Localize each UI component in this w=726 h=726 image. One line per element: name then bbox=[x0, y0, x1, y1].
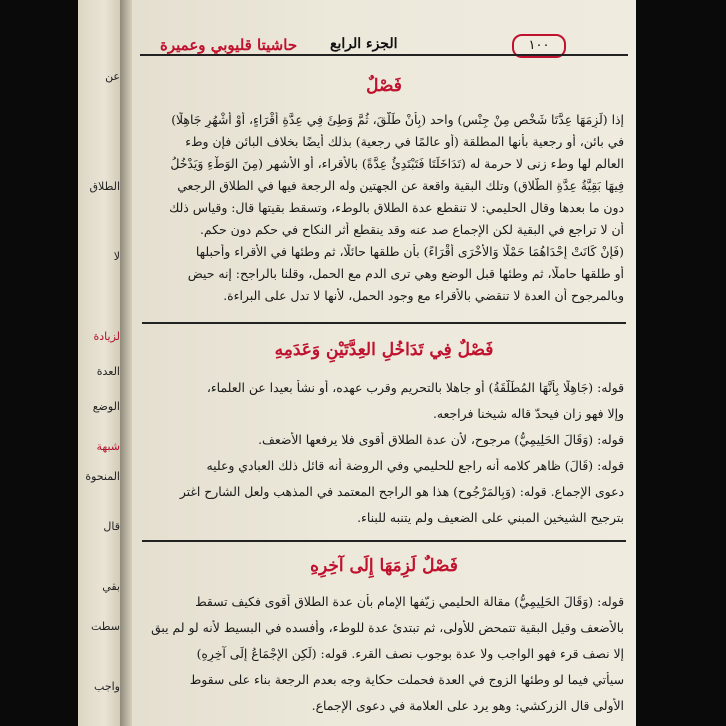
text-line: إذا (لَزِمَهَا عِدَّتَا شَخْصٍ مِنْ جِنْسٍ) واحد (بِأَنْ طَلَّقَ، ثُمَّ وَطِئَ فِي عِدَّةِ أَقْرَاءٍ، أَوْ أَشْهُرٍ جَاهِلًا) bbox=[171, 112, 624, 127]
section-heading bbox=[132, 76, 636, 96]
section-heading-text: فَصْلٌ bbox=[366, 76, 402, 96]
margin-fragment: لزيادة bbox=[93, 330, 120, 343]
margin-fragment: المنحوة bbox=[85, 470, 120, 483]
page-header bbox=[140, 34, 628, 62]
book-title: حاشيتا قليوبي وعميرة bbox=[160, 36, 298, 54]
margin-fragment: لا bbox=[113, 250, 120, 263]
section-divider bbox=[142, 540, 626, 542]
book-page bbox=[132, 0, 636, 726]
text-line: وإلا فهو زان فيحدّ قاله شيخنا فراجعه. bbox=[432, 406, 624, 421]
text-line: قوله: (وَقَالَ الحَلِيمِيُّ) مقالة الحليمي زيّفها الإمام بأن عدة الطلاق أقوى فكيف تسقط bbox=[195, 594, 624, 609]
margin-fragment: الطلاق bbox=[89, 180, 120, 193]
text-line: دون ما بعدها وقال الحليمي: لا تنقطع عدة الطلاق بالوطء، وتسقط بقيتها قال: وقياس ذلك bbox=[169, 200, 624, 215]
background-edge bbox=[636, 0, 726, 726]
margin-fragment: عن bbox=[105, 70, 120, 83]
facing-left-page bbox=[78, 0, 122, 726]
section-divider bbox=[142, 322, 626, 324]
text-line: قوله: (قَالَ) ظاهر كلامه أنه راجع للحليمي وفي الروضة أنه قائل ذلك العبادي وعليه bbox=[206, 458, 624, 473]
text-line: أو طلقها حاملًا، ثم وطئها قبل الوضع وهي ترى الدم مع الحمل، وقلنا بالراجح: إنه حيض bbox=[187, 266, 624, 281]
margin-fragment: شبهة bbox=[96, 440, 120, 453]
text-line: بترجيح الشيخين المبني على الضعيف ولم يتنبه للبناء. bbox=[357, 510, 624, 525]
text-line: بالأضعف وقيل البقية تتمحض للأولى، ثم تبتدئ عدة للوطء، وأفسده في البسيط لأنه لو لم يبق bbox=[151, 620, 624, 635]
margin-fragment: واجب bbox=[94, 680, 120, 693]
text-line: دعوى الإجماع. قوله: (وَبِالمَرْجُوحِ) هذا هو الراجح المعتمد في المذهب ولعل الشارح اغتر bbox=[179, 484, 624, 499]
text-line: فِيهَا بَقِيَّةُ عِدَّةِ الطَّلاقِ) وتلك البقية واقعة عن الجهتين وله الرجعة فيها في الطلاق الرجعي bbox=[177, 178, 624, 193]
margin-fragment: قال bbox=[103, 520, 120, 533]
text-line: في بائن، أو رجعية بأنها المطلقة (أو عالمًا في رجعية) بذلك أيضًا بخلاف البائن فإن وطء bbox=[185, 134, 624, 149]
margin-fragment: سطت bbox=[90, 620, 120, 633]
section-heading bbox=[132, 340, 636, 360]
text-line: وبالمرجوح أن العدة لا تنقضي بالأقراء مع وجود الحمل، لأنها لا تدل على البراءة. bbox=[223, 288, 624, 303]
text-line: سيأتي فيما لو وطئها الزوج في العدة فحملت حكاية وجه بعدم الرجعة بناء على سقوط bbox=[189, 672, 624, 687]
margin-fragment: الوضع bbox=[92, 400, 120, 413]
text-line: أن لا تراجع في البقية لكن الإجماع صد عنه وقد ينقطع أثر النكاح في حكم دون حكم. bbox=[199, 222, 624, 237]
text-line: إلا نصف قرء فهو الواجب ولا عدة بوجوب نصف القرء. قوله: (لَكِنِ الإِجْمَاعُ إِلَى آخِرِهِ) bbox=[196, 646, 624, 661]
volume-label: الجزء الرابع bbox=[330, 36, 398, 52]
text-line: العالم لها وطء زنى لا حرمة له (تَدَاخَلَتَا فَتَبْتَدِئُ عِدَّةً) بالأقراء، أو الأشهر (مِنَ الوَطْءِ وَيَدْخُلُ bbox=[170, 156, 624, 171]
page-number: ١٠٠ bbox=[512, 34, 566, 58]
margin-fragment: بقي bbox=[102, 580, 120, 593]
section-heading bbox=[132, 556, 636, 576]
text-line: قوله: (وَقَالَ الحَلِيمِيُّ) مرجوح، لأن عدة الطلاق أقوى فلا يرفعها الأضعف. bbox=[258, 432, 624, 447]
margin-fragment: العدة bbox=[96, 365, 120, 378]
section-heading-text: فَصْلٌ فِي تَدَاخُلِ العِدَّتَيْنِ وَعَدَمِهِ bbox=[274, 340, 494, 360]
text-line: الأولى قال الزركشي: وهو يرد على العلامة في دعوى الإجماع. bbox=[311, 698, 624, 713]
section-heading-text: فَصْلٌ لَزِمَهَا إِلَى آخِرِهِ bbox=[310, 556, 458, 576]
text-line: قوله: (جَاهِلًا بِأَنَّهَا المُطَلَّقَةُ) أو جاهلا بالتحريم وقرب عهده، أو نشأ بعيدا عن العلماء، bbox=[206, 380, 624, 395]
header-rule bbox=[140, 54, 628, 56]
text-line: (فَإِنْ كَانَتْ إِحْدَاهُمَا حَمْلًا وَالأُخْرَى أَقْرَاءً) بأن طلقها حائلًا، ثم وطئها في الأقراء وأحبلها bbox=[195, 244, 624, 259]
